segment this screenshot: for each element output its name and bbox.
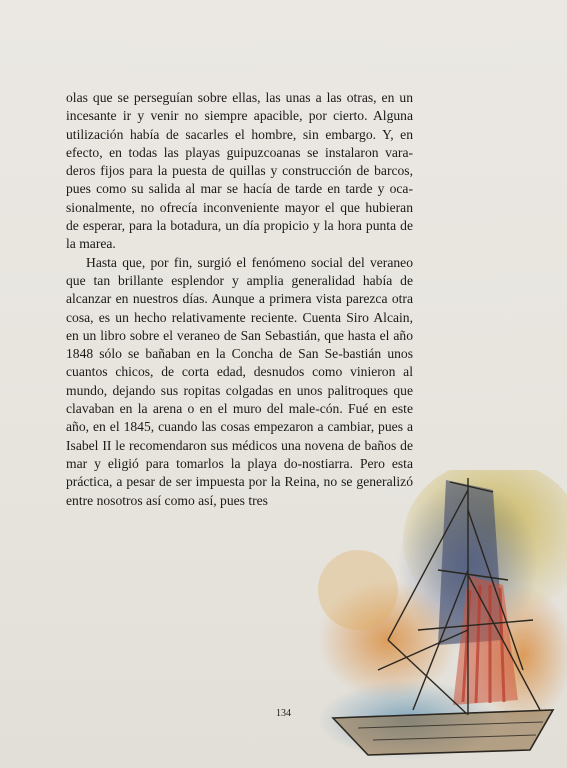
page-number: 134 — [276, 708, 291, 719]
paragraph-2: Hasta que, por fin, surgió el fenómeno social del veraneo que tan brillante esplendor y amplia generalidad había de alcanzar en nuestros días. Aunque a primera vista parezca otra cosa, es un hecho relativamente reciente. Cuenta Siro Alcain, en un libro sobre el veraneo de San Sebastián, que hasta el año 1848 sólo se bañaban en la Concha de San Se-bastián unos cuantos chicos, de corta edad, desnudos como vinieron al mundo, dejando sus ropitas colgadas en unos palitroques que clavaban en la arena o en el muro del male-cón. Fué en este año, en el 1845, cuando las cosas empezaron a cambiar, pues a Isabel II le recomendaron sus médicos una novena de baños de mar y eligió para tomarlos la playa do-nostiarra. Pero esta práctica, a pesar de ser impuesta por la Reina, no se generalizó entre nosotros así como así, pues tres — [66, 254, 413, 508]
body-text — [66, 89, 413, 510]
paragraph-1: olas que se perseguían sobre ellas, las unas a las otras, en un incesante ir y venir no siempre apacible, por cierto. Alguna utilización había de sacarles el hombre, sin embargo. Y, en efecto, en todas las playas guipuzcoanas se instalaron vara-deros fijos para la puesta de quillas y construcción de barcos, pues como su salida al mar se hacía de tarde en tarde y oca-sionalmente, no ofrecía inconveniente mayor el que hubieran de esperar, para la botadura, un día propicio y la hora punta de la marea. — [66, 90, 413, 252]
sailboat-illustration — [318, 470, 567, 768]
